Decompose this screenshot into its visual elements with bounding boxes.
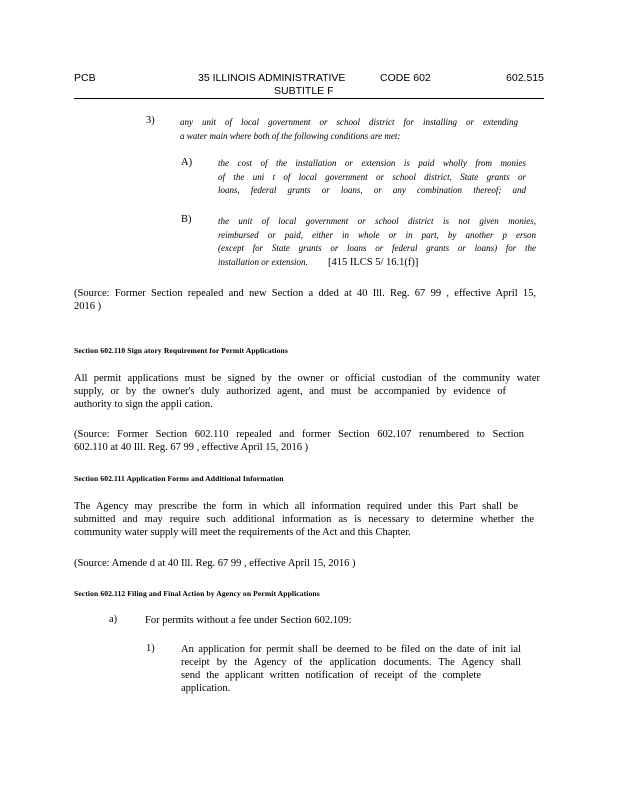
item-a-lower-text: For permits without a fee under Section 602.109: — [145, 615, 352, 626]
section-602-110-body — [74, 372, 540, 411]
text-line: submitted and may require such additional information as is necessary to determine whether the — [74, 514, 534, 525]
text-line: a water main where both of the following conditions are met: — [180, 130, 401, 141]
item-1-marker: 1) — [146, 643, 155, 654]
text-line: (Source: Former Section repealed and new Section a dded at 40 Ill. Reg. 67 99 , effective April 15, — [74, 288, 536, 299]
text-line: authority to sign the appli cation. — [74, 399, 213, 410]
item-a-lower-marker: a) — [109, 614, 118, 625]
text-line: (except for State grants or loans or federal grants or loans) for the — [218, 243, 536, 253]
text-line: send the applicant written notification of receipt of the complete — [181, 670, 481, 681]
text-line-last — [218, 256, 536, 270]
header-center: 35 ILLINOIS ADMINISTRATIVE — [198, 72, 346, 84]
item-1-text — [181, 643, 521, 695]
header-code: CODE 602 — [380, 72, 431, 84]
text-line: application. — [181, 683, 231, 694]
section-602-110-heading: Section 602.110 Sign atory Requirement for Permit Applications — [74, 346, 288, 355]
section-602-110-source — [74, 428, 524, 454]
section-602-111-body — [74, 500, 534, 539]
section-602-111-heading: Section 602.111 Application Forms and Additional Information — [74, 474, 284, 483]
item-a-text — [218, 157, 526, 198]
text-line: the unit of local government or school district is not given monies, — [218, 216, 536, 226]
text-line: receipt by the Agency of the application documents. The Agency shall — [181, 657, 521, 668]
text-line: The Agency may prescribe the form in which all information required under this Part shall be — [74, 501, 518, 512]
text-line: any unit of local government or school district for installing or extending — [180, 117, 518, 127]
item-b-last-italic: installation or extension. — [218, 256, 308, 267]
section-602-111-source: (Source: Amende d at 40 Ill. Reg. 67 99 , effective April 15, 2016 ) — [74, 558, 356, 569]
text-line: (Source: Former Section 602.110 repealed and former Section 602.107 renumbered to Section — [74, 429, 524, 440]
text-line: All permit applications must be signed by the owner or official custodian of the community water — [74, 373, 540, 384]
section-602-112-heading: Section 602.112 Filing and Final Action by Agency on Permit Applications — [74, 589, 320, 598]
text-line: 602.110 at 40 Ill. Reg. 67 99 , effective April 15, 2016 ) — [74, 442, 309, 453]
header-right: 602.515 — [506, 72, 544, 84]
header-subtitle: SUBTITLE F — [274, 85, 334, 97]
text-line: reimbursed or paid, either in whole or in part, by another p erson — [218, 229, 536, 240]
text-line: An application for permit shall be deemed to be filed on the date of init ial — [181, 644, 521, 655]
text-line: loans, federal grants or loans, or any combination thereof; and — [218, 185, 526, 195]
text-line: of the uni t of local government or school district, State grants or — [218, 171, 526, 182]
text-line: community water supply will meet the requirements of the Act and this Chapter. — [74, 527, 411, 538]
item-a-marker: A) — [181, 157, 193, 168]
source-note-1 — [74, 287, 536, 313]
text-line: the cost of the installation or extension is paid wholly from monies — [218, 158, 526, 168]
item-3-text — [180, 116, 518, 143]
statute-citation: [415 ILCS 5/ 16.1(f)] — [328, 256, 419, 268]
text-line: supply, or by the owner's duly authorized agent, and must be accompanied by evidence of — [74, 386, 506, 397]
item-b-text — [218, 215, 536, 269]
text-line: 2016 ) — [74, 301, 102, 312]
item-b-marker: B) — [181, 214, 192, 225]
header-left: PCB — [74, 72, 96, 84]
running-header — [74, 72, 544, 99]
item-3-marker: 3) — [146, 115, 155, 126]
